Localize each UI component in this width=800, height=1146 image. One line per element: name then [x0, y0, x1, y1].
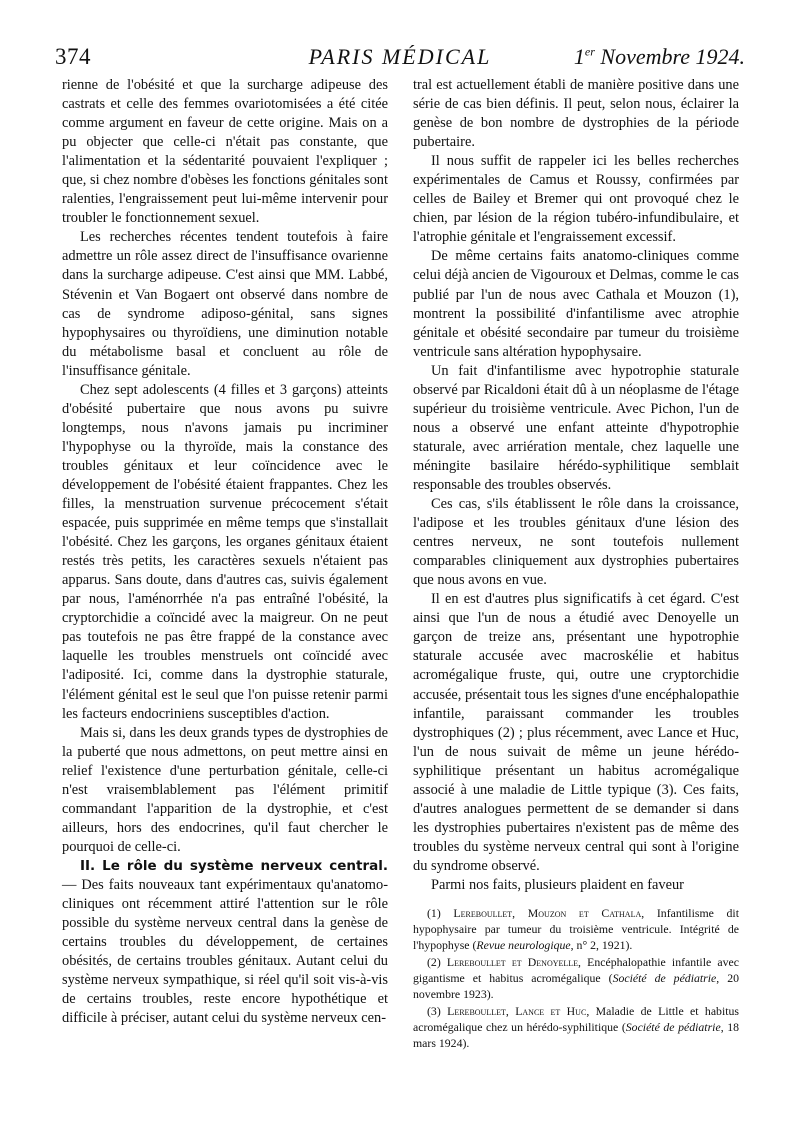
- footnote-journal: Société de pédiatrie: [612, 971, 717, 986]
- footnote-end: , 18 mars 1924).: [413, 1020, 739, 1051]
- footnote-text: , Infantilisme dit hypophysaire par tumeur du troisième ventricule. Intégrité de l'hypophyse (: [413, 906, 739, 953]
- paragraph: Parmi nos faits, plusieurs plaident en faveur: [431, 876, 684, 893]
- issue-date-rest: Novembre 1924.: [594, 44, 745, 69]
- paragraph: Il nous suffit de rappeler ici les belles recherches expérimentales de Camus et Roussy, confirmées par celles de Bailey et Bremer qui ont provoqué chez le chien, par lésion de la région tubéro-infundibulaire, et l'atrophie génitale et l'engraissement excessif.: [413, 153, 739, 246]
- paragraph: Les recherches récentes tendent toutefois à faire admettre un rôle assez direct de l'insuffisance ovarienne dans la surcharge adipeuse. C'est ainsi que MM. Labbé, Stévenin et Van Bogaert ont observé dans nombre de cas de syndrome adiposo-génital, sans signes hypophysaires ou thyroïdiens, une diminution notable du métabolisme basal et concluent au rôle de l'insuffisance génitale.: [62, 229, 388, 379]
- left-column: [62, 76, 388, 1028]
- footnote-mark: (1): [427, 906, 454, 921]
- footnote-text: , Maladie de Little et habitus acromégalique chez un hérédo-syphilitique (: [413, 1004, 739, 1035]
- footnote-2: [413, 954, 739, 1002]
- footnote-authors: Lereboullet, Lance et Huc: [447, 1004, 587, 1019]
- section-text: — Des faits nouveaux tant expérimentaux qu'anatomo-cliniques ont récemment attiré l'attention sur le rôle possible du système nerveux central dans la genèse de certains troubles du développement, de certaines obésités, de certains troubles génitaux. Autant celui du système nerveux sympathique, si réel qu'il soit vis-à-vis de certains troubles, reste encore hypothétique et difficile à préciser, autant celui du système nerveux cen-: [62, 876, 388, 1027]
- footnote-journal: Revue neurologique: [476, 938, 571, 953]
- footnote-3: [413, 1003, 739, 1051]
- paragraph: Un fait d'infantilisme avec hypotrophie staturale observé par Ricaldoni était dû à un néoplasme de l'étage supérieur du troisième ventricule. Avec Pichon, l'un de nous a observé une enfant atteinte d'hypotrophie staturale, avec arriération mentale, chez laquelle une méningite basilaire hérédo-syphilitique semblait responsable des troubles observés.: [413, 362, 739, 493]
- issue-date-day: 1: [573, 44, 585, 69]
- journal-title: PARIS MÉDICAL: [308, 44, 492, 69]
- paragraph: Ces cas, s'ils établissent le rôle dans la croissance, l'adipose et les troubles génitaux d'une lésion des centres nerveux, ne sont toutefois nullement comparables cliniquement aux dystrophies pubertaires que nous avons en vue.: [413, 496, 739, 589]
- paragraph: Mais si, dans les deux grands types de dystrophies de la puberté que nous admettons, on peut mettre ainsi en relief l'existence d'une perturbation génitale, celle-ci n'est vraisemblablement pas l'élément primitif commandant l'apparition de la dystrophie, et c'est ailleurs, hors des endocrines, qu'il faut chercher le pourquoi de celle-ci.: [62, 724, 388, 855]
- paragraph: Chez sept adolescents (4 filles et 3 garçons) atteints d'obésité pubertaire que nous avons pu suivre longtemps, nous n'avons jamais pu incriminer l'hypophyse ou la thyroïde, mais la constance des troubles génitaux et leur coïncidence avec le développement de l'obésité étaient frappantes. Chez les filles, la menstruation survenue précocement s'était espacée, puis supprimée en même temps que s'installait l'obésité. Chez les garçons, les organes génitaux étaient restés très petits, les caractères sexuels n'étaient pas apparus. Sans doute, dans d'autres cas, suivis également par nous, l'aménorrhée n'a pas entraîné l'obésité, la cryptorchidie a coïncidé avec la maigreur. On ne peut pas toutefois ne pas être frappé de la constance avec laquelle les troubles menstruels ont coïncidé avec l'adiposité. Ici, comme dans la dystrophie staturale, l'élément génital est le seul que l'on puisse retenir parmi les facteurs endocriniens susceptibles d'action.: [62, 381, 388, 722]
- footnote-authors: Lereboullet, Mouzon et Cathala: [453, 906, 642, 921]
- paragraph: tral est actuellement établi de manière positive dans une série de cas bien définis. Il peut, selon nous, éclairer la genèse de bon nombre de dystrophies de la période pubertaire.: [413, 77, 739, 151]
- paragraph: Il en est d'autres plus significatifs à cet égard. C'est ainsi que l'un de nous a étudié avec Denoyelle un garçon de treize ans, présentant une hypotrophie staturale accusée avec macroskélie et habitus acromégalique fruste, qui, outre une cryptorchidie accusée, présentait tous les signes d'une encéphalopathie infantile, paraissant commander les troubles dystrophiques (2) ; plus récemment, avec Lance et Huc, l'un de nous suivait de même un jeune hérédo-syphilitique présentant un habitus acromégalique associé à une maladie de Little typique (3). Ces faits, d'autres analogues permettent de se demander si dans les dystrophies pubertaires n'existent pas de même des troubles du système nerveux central qui sont à l'origine du syndrome observé.: [413, 591, 739, 874]
- footnote-text: , Encéphalopathie infantile avec gigantisme et habitus acromégalique (: [413, 955, 739, 986]
- issue-date: [574, 44, 745, 70]
- footnotes: [413, 905, 739, 1051]
- issue-date-sup: er: [584, 44, 595, 59]
- footnote-mark: (3): [427, 1004, 448, 1019]
- right-column: [413, 76, 739, 1052]
- footnote-end: , n° 2, 1921).: [570, 938, 633, 953]
- footnote-authors: Lereboullet et Denoyelle: [446, 955, 579, 970]
- footnote-1: [413, 905, 739, 953]
- paragraph: De même certains faits anatomo-cliniques comme celui déjà ancien de Vigouroux et Delmas, comme le cas publié par l'un de nous avec Cathala et Mouzon (1), montrent la possibilité d'infantilisme avec atrophie génitale et obésité secondaire par tumeur du troisième ventricule sans altération hypophysaire.: [413, 248, 739, 360]
- footnote-mark: (2): [427, 955, 447, 970]
- paragraph: rienne de l'obésité et que la surcharge adipeuse des castrats et celle des femmes ovariotomisées a été citée comme argument en faveur de cette origine. Mais on a pu objecter que celle-ci n'était pas constante, que l'alimentation et la sédentarité pouvaient l'expliquer ; que, si chez nombre d'obèses les fonctions génitales sont ralenties, l'engraissement peut lui-même intervenir pour troubler le fonctionnement sexuel.: [62, 77, 388, 227]
- section-heading: II. Le rôle du système nerveux central.: [80, 857, 388, 874]
- running-header: [55, 40, 745, 74]
- footnote-journal: Société de pédiatrie: [625, 1020, 721, 1035]
- footnote-end: , 20 novembre 1923).: [413, 971, 739, 1002]
- page-number: 374: [55, 44, 91, 69]
- section-paragraph: [62, 857, 388, 1028]
